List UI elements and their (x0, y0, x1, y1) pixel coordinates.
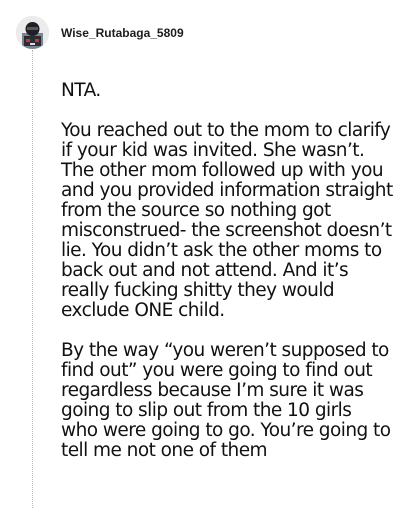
thread-line[interactable] (32, 50, 33, 508)
comment-paragraph: You reached out to the mom to clarify if your kid was invited. She wasn’t. The other mom followed up with you and you provided information straight from the source so nothing got misconstrued- the screenshot doesn’t lie. You didn’t ask the other moms to back out and not attend. And it’s really fucking shitty they would exclude ONE child. (61, 120, 393, 321)
user-avatar-icon[interactable] (16, 16, 49, 49)
username[interactable]: Wise_Rutabaga_5809 (61, 26, 184, 40)
comment-body (61, 81, 393, 481)
comment-paragraph: By the way “you weren’t supposed to find out” you were going to find out regardless because I’m sure it was going to slip out from the 10 girls who were going to go. You’re going to tell me not one of them (61, 340, 391, 461)
comment-paragraph: NTA. (61, 80, 101, 101)
